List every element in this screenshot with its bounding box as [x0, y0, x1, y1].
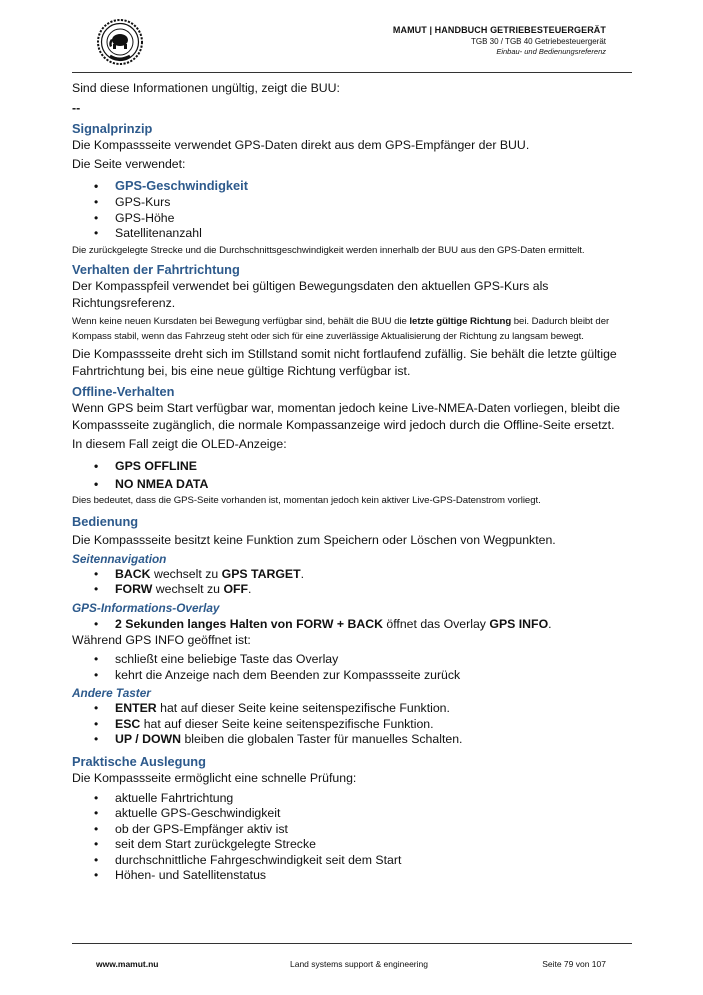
signal-text-1: Die Kompassseite verwendet GPS-Daten direkt aus dem GPS-Empfänger der BUU.: [72, 138, 530, 152]
list-item: • GPS-Höhe: [72, 211, 632, 227]
list-item: • ENTER hat auf dieser Seite keine seitenspezifische Funktion.: [72, 701, 632, 717]
heading-seitennavigation: Seitennavigation: [72, 551, 167, 566]
heading-gps-overlay: GPS-Informations-Overlay: [72, 600, 220, 615]
offline-text-1: Wenn GPS beim Start verfügbar war, momentan jedoch keine Live-NMEA-Daten vorliegen, bleibt die Kompassseite zugänglich, die normale Kompassanzeige wird jedoch durch die Offline-Seite ersetzt.: [72, 400, 620, 432]
direction-text-2: Die Kompassseite dreht sich im Stillstand somit nicht fortlaufend zufällig. Sie behält die letzte gültige Fahrtrichtung bei, bis eine neue gültige Richtung verfügbar ist.: [72, 346, 617, 378]
heading-offline: Offline-Verhalten: [72, 383, 175, 399]
footer-tagline: Land systems support & engineering: [290, 959, 428, 969]
list-item: • GPS-Geschwindigkeit: [72, 177, 632, 195]
heading-signalprinzip: Signalprinzip: [72, 121, 153, 136]
list-item: • GPS OFFLINE: [72, 457, 632, 475]
direction-text-1: Der Kompasspfeil verwendet bei gültigen Bewegungsdaten den aktuellen GPS-Kurs als Richtungsreferenz.: [72, 278, 549, 310]
page-content: [72, 80, 632, 884]
intro-text: Sind diese Informationen ungültig, zeigt die BUU:: [72, 81, 340, 95]
list-item: • ob der GPS-Empfänger aktiv ist: [72, 822, 632, 838]
list-item: • schließt eine beliebige Taste das Overlay: [72, 652, 632, 668]
list-item: • Höhen- und Satellitenstatus: [72, 868, 632, 884]
overlay-list: [72, 617, 632, 633]
list-item: • 2 Sekunden langes Halten von FORW + BACK öffnet das Overlay GPS INFO.: [72, 617, 632, 633]
header-title: MAMUT | HANDBUCH GETRIEBESTEUERGERÄT: [392, 25, 606, 35]
list-item: • GPS-Kurs: [72, 195, 632, 211]
header-subtitle: TGB 30 / TGB 40 Getriebesteuergerät: [470, 37, 606, 47]
practical-list: [72, 791, 632, 884]
heading-andere-taster: Andere Taster: [72, 686, 151, 700]
heading-bedienung: Bedienung: [72, 513, 139, 529]
mamut-seal-logo: [96, 18, 144, 66]
overlay-text: Während GPS INFO geöffnet ist:: [72, 633, 251, 647]
list-item: • durchschnittliche Fahrgeschwindigkeit seit dem Start: [72, 853, 632, 869]
footer-divider: [72, 943, 632, 944]
footer-website: www.mamut.nu: [96, 959, 159, 969]
list-item: • NO NMEA DATA: [72, 475, 632, 493]
list-item: • aktuelle Fahrtrichtung: [72, 791, 632, 807]
list-item: • FORW wechselt zu OFF.: [72, 582, 632, 598]
header-divider: [72, 72, 632, 73]
nav-list: [72, 567, 632, 598]
overlay-sub-list: [72, 652, 632, 683]
list-item: • UP / DOWN bleiben die globalen Taster für manuelles Schalten.: [72, 732, 632, 748]
signal-list: [72, 177, 632, 242]
offline-text-2: In diesem Fall zeigt die OLED-Anzeige:: [72, 436, 287, 451]
dash-placeholder: --: [72, 101, 81, 115]
document-header: [393, 25, 606, 56]
offline-note: Dies bedeutet, dass die GPS-Seite vorhanden ist, momentan jedoch kein aktiver Live-GPS-Datenstrom vorliegt.: [72, 494, 541, 506]
last-valid-direction: letzte gültige Richtung: [409, 315, 512, 327]
direction-note: Wenn keine neuen Kursdaten bei Bewegung verfügbar sind, behält die BUU die letzte gültige Richtung bei. Dadurch bleibt der Kompass stabil, wenn das Fahrzeug steht oder sich für eine zuverlässige Aktualisierung der Richtung zu langsam bewegt.: [72, 315, 610, 342]
header-reference: Einbau- und Bedienungsreferenz: [496, 46, 606, 56]
list-item: • seit dem Start zurückgelegte Strecke: [72, 837, 632, 853]
signal-note: Die zurückgelegte Strecke und die Durchschnittsgeschwindigkeit werden innerhalb der BUU aus den GPS-Daten ermittelt.: [72, 244, 585, 256]
list-item: • kehrt die Anzeige nach dem Beenden zur Kompassseite zurück: [72, 668, 632, 684]
footer-page-number: Seite 79 von 107: [542, 959, 606, 969]
heading-fahrtrichtung: Verhalten der Fahrtrichtung: [72, 261, 240, 277]
list-item: • BACK wechselt zu GPS TARGET.: [72, 567, 632, 583]
other-keys-list: [72, 701, 632, 748]
signal-text-2: Die Seite verwendet:: [72, 157, 186, 171]
list-item: • aktuelle GPS-Geschwindigkeit: [72, 806, 632, 822]
practical-text: Die Kompassseite ermöglicht eine schnelle Prüfung:: [72, 770, 357, 785]
offline-list: [72, 457, 632, 493]
list-item: • ESC hat auf dieser Seite keine seitenspezifische Funktion.: [72, 717, 632, 733]
list-item: • Satellitenanzahl: [72, 226, 632, 242]
operation-text: Die Kompassseite besitzt keine Funktion zum Speichern oder Löschen von Wegpunkten.: [72, 532, 556, 547]
heading-praktische-auslegung: Praktische Auslegung: [72, 753, 206, 769]
